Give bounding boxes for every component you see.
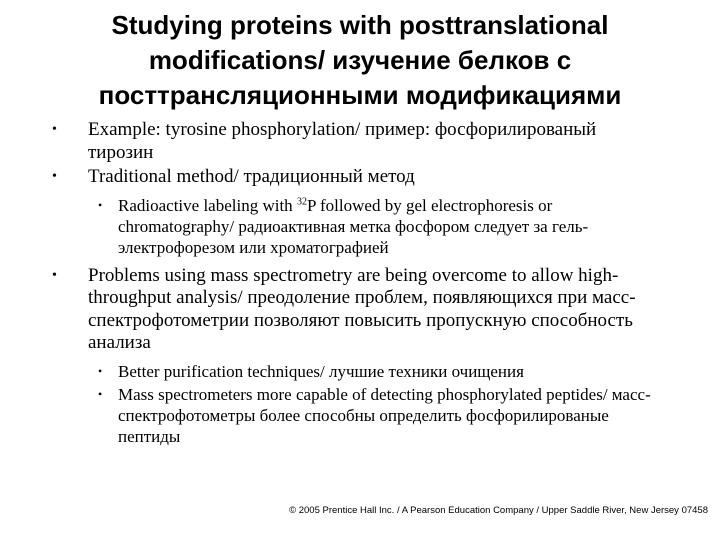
bullet-dot-icon: •	[52, 169, 57, 184]
bullet-example-text: Example: tyrosine phosphorylation/ пример: фосфорилированый тирозин	[88, 119, 597, 163]
bullet-dot-icon: •	[52, 122, 57, 137]
bullet-example	[52, 119, 662, 164]
slide-title	[20, 8, 700, 113]
sub-bullet-radioactive-labeling	[52, 195, 662, 258]
sub-bullet-mass-spectrometers-text: Mass spectrometers more capable of detecting phosphorylated peptides/ масс-спектрофотометры более способны определить фосфорилированые пептиды	[118, 384, 651, 446]
sub-bullet-mass-spectrometers	[52, 384, 662, 447]
copyright-footer: © 2005 Prentice Hall Inc. / A Pearson Education Company / Upper Saddle River, New Jersey 07458	[289, 505, 708, 516]
sub-bullet-purification-text: Better purification techniques/ лучшие техники очищения	[118, 361, 524, 381]
bullet-traditional-method	[52, 166, 662, 189]
sub-bullet-purification	[52, 361, 662, 382]
title-line-3: посттрансляционными модификациями	[98, 80, 622, 110]
isotope-superscript: 32	[296, 195, 307, 207]
title-line-1: Studying proteins with posttranslational	[111, 10, 609, 40]
radioactive-text-after: P followed by gel electrophoresis or chromatography/ радиоактивная метка фосфором следует за гель-электрофорезом или хроматографией	[118, 195, 589, 257]
bullet-traditional-method-text: Traditional method/ традиционный метод	[88, 166, 415, 187]
bullet-mass-spectrometry	[52, 265, 662, 355]
sub-bullet-dot-icon: •	[98, 386, 103, 401]
bullet-dot-icon: •	[52, 267, 57, 283]
sub-bullet-dot-icon: •	[98, 197, 103, 212]
sub-bullet-dot-icon: •	[98, 363, 103, 378]
title-line-2: modifications/ изучение белков с	[148, 45, 572, 75]
bullet-mass-spectrometry-text: Problems using mass spectrometry are being overcome to allow high-throughput analysis/ преодоление проблем, появляющихся при масс-спектрофотометрии позволяют повысить пропускную способность анализа	[88, 264, 636, 353]
radioactive-text-before: Radioactive labeling with	[118, 195, 297, 215]
bullet-list	[52, 119, 662, 447]
